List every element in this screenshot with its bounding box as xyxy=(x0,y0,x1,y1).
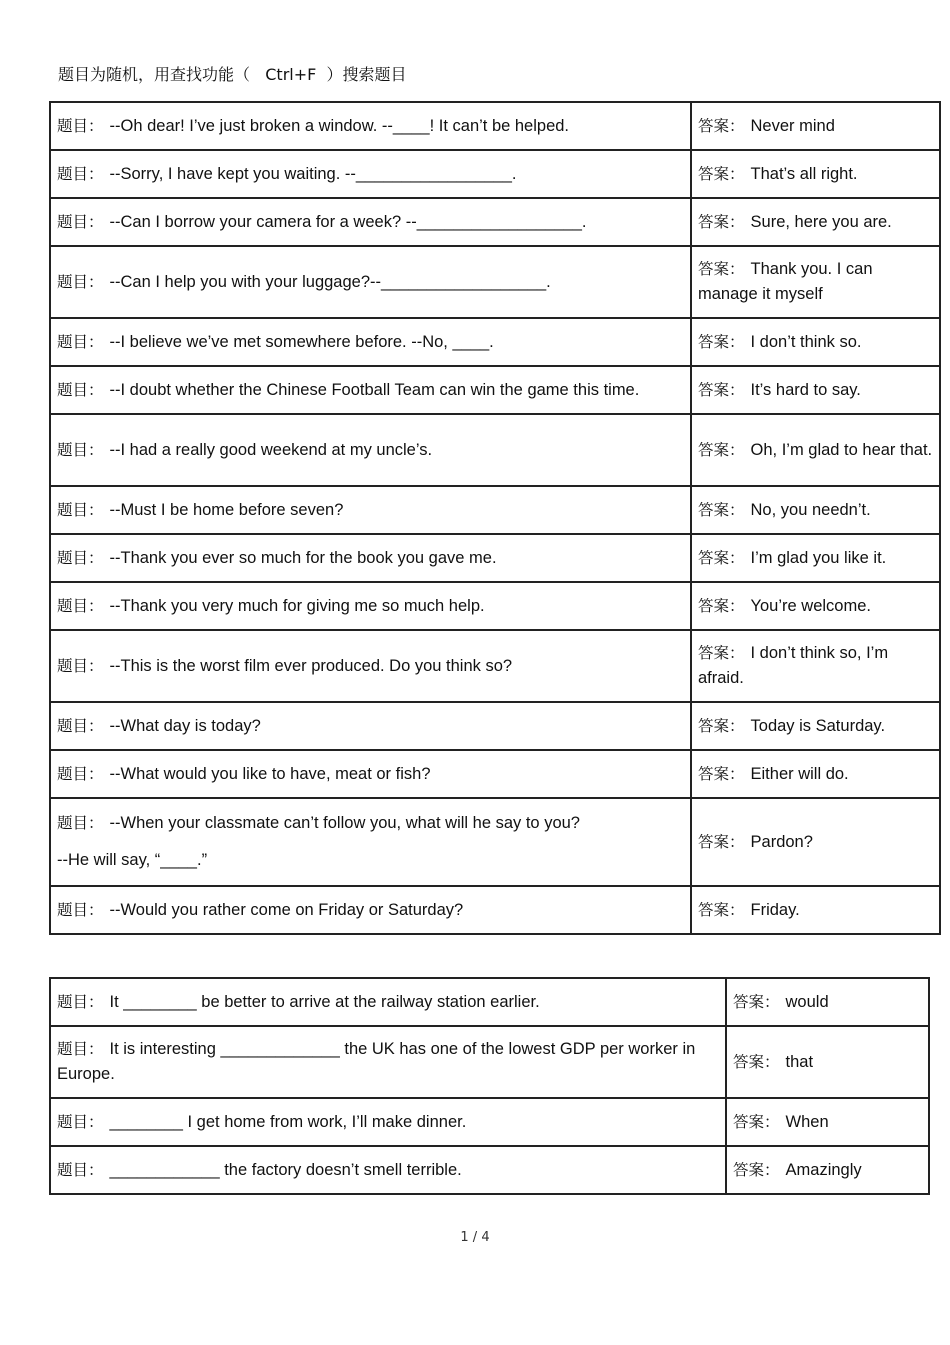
qa-table-grammar xyxy=(49,977,930,1195)
question-prefix: 题目： xyxy=(57,1040,104,1058)
question-text: --Would you rather come on Friday or Saturday? xyxy=(109,900,464,919)
qa-row xyxy=(50,630,940,702)
question-prefix: 题目： xyxy=(57,380,104,399)
question-prefix: 题目： xyxy=(57,900,104,919)
question-text: --Must I be home before seven? xyxy=(109,500,344,519)
question-text: --When your classmate can’t follow you, what will he say to you? xyxy=(109,814,580,832)
question-prefix: 题目： xyxy=(57,272,104,291)
question-prefix: 题目： xyxy=(57,440,104,459)
qa-row xyxy=(50,798,940,886)
answer-cell xyxy=(726,1098,929,1146)
answer-cell xyxy=(691,102,940,150)
answer-cell xyxy=(726,1026,929,1098)
qa-row xyxy=(50,1098,929,1146)
qa-row xyxy=(50,978,929,1026)
question-cell xyxy=(50,798,691,886)
question-text: --Thank you ever so much for the book you gave me. xyxy=(109,548,497,567)
question-cell xyxy=(50,630,691,702)
page-number: 1 / 4 xyxy=(460,1230,490,1245)
question-cell xyxy=(50,582,691,630)
question-prefix: 题目： xyxy=(57,1112,104,1131)
answer-cell xyxy=(691,318,940,366)
answer-cell xyxy=(691,750,940,798)
question-text: It ________ be better to arrive at the railway station earlier. xyxy=(109,992,540,1011)
answer-text: It’s hard to say. xyxy=(750,380,861,399)
answer-text: would xyxy=(785,992,829,1011)
question-text: ________ I get home from work, I’ll make dinner. xyxy=(109,1112,467,1131)
question-cell xyxy=(50,366,691,414)
question-text: --This is the worst film ever produced. Do you think so? xyxy=(109,656,513,675)
question-cell xyxy=(50,414,691,486)
answer-prefix: 答案： xyxy=(698,764,745,783)
question-cell xyxy=(50,1026,726,1098)
answer-prefix: 答案： xyxy=(698,500,745,519)
answer-cell xyxy=(691,630,940,702)
answer-text: Friday. xyxy=(750,900,800,919)
answer-prefix: 答案： xyxy=(698,548,745,567)
qa-row xyxy=(50,1146,929,1194)
answer-prefix: 答案： xyxy=(698,380,745,399)
answer-text: Amazingly xyxy=(785,1160,862,1179)
question-prefix: 题目： xyxy=(57,716,104,735)
answer-text: Oh, I’m glad to hear that. xyxy=(750,440,933,459)
answer-cell xyxy=(726,1146,929,1194)
question-cell xyxy=(50,318,691,366)
question-prefix: 题目： xyxy=(57,164,104,183)
question-prefix: 题目： xyxy=(57,992,104,1011)
qa-row xyxy=(50,246,940,318)
answer-cell xyxy=(691,414,940,486)
question-cell xyxy=(50,1098,726,1146)
qa-row xyxy=(50,198,940,246)
answer-prefix: 答案： xyxy=(733,992,780,1011)
answer-text: Sure, here you are. xyxy=(750,212,892,231)
question-prefix: 题目： xyxy=(57,656,104,675)
qa-row xyxy=(50,886,940,934)
answer-prefix: 答案： xyxy=(698,716,745,735)
question-cell xyxy=(50,750,691,798)
answer-cell xyxy=(691,582,940,630)
qa-row xyxy=(50,750,940,798)
answer-text: Either will do. xyxy=(750,764,849,783)
question-text: --Oh dear! I’ve just broken a window. --____! It can’t be helped. xyxy=(109,116,570,135)
question-text: --I doubt whether the Chinese Football Team can win the game this time. xyxy=(109,380,640,399)
answer-prefix: 答案： xyxy=(733,1112,780,1131)
answer-text: Today is Saturday. xyxy=(750,716,886,735)
question-cell xyxy=(50,886,691,934)
question-text: --Thank you very much for giving me so much help. xyxy=(109,596,485,615)
answer-prefix: 答案： xyxy=(698,332,745,351)
question-text: --I believe we’ve met somewhere before. --No, ____. xyxy=(109,332,494,351)
answer-prefix: 答案： xyxy=(698,900,745,919)
answer-cell xyxy=(726,978,929,1026)
answer-cell xyxy=(691,886,940,934)
answer-cell xyxy=(691,486,940,534)
qa-row xyxy=(50,1026,929,1098)
qa-row xyxy=(50,582,940,630)
question-prefix: 题目： xyxy=(57,548,104,567)
question-cell xyxy=(50,702,691,750)
answer-text: When xyxy=(785,1112,829,1131)
answer-cell xyxy=(691,534,940,582)
qa-table-dialogue xyxy=(49,101,941,935)
answer-prefix: 答案： xyxy=(698,644,745,662)
qa-row xyxy=(50,534,940,582)
page-header: 题目为随机，用查找功能（ Ctrl+F ）搜索题目 xyxy=(58,65,407,84)
answer-prefix: 答案： xyxy=(698,440,745,459)
question-text: It is interesting _____________ the UK has one of the lowest GDP per worker in Europe. xyxy=(57,1040,696,1083)
answer-text: No, you needn’t. xyxy=(750,500,871,519)
answer-prefix: 答案： xyxy=(698,832,745,851)
answer-prefix: 答案： xyxy=(733,1052,780,1071)
question-prefix: 题目： xyxy=(57,500,104,519)
answer-text: I’m glad you like it. xyxy=(750,548,887,567)
qa-row xyxy=(50,702,940,750)
qa-row xyxy=(50,102,940,150)
question-prefix: 题目： xyxy=(57,1160,104,1179)
answer-text: that xyxy=(785,1052,814,1071)
question-cell xyxy=(50,150,691,198)
qa-row xyxy=(50,366,940,414)
qa-row xyxy=(50,318,940,366)
question-cell xyxy=(50,978,726,1026)
answer-text: I don’t think so, I’m afraid. xyxy=(698,644,889,687)
question-prefix: 题目： xyxy=(57,332,104,351)
answer-text: Thank you. I can manage it myself xyxy=(698,260,873,303)
question-text: --Sorry, I have kept you waiting. --_________________. xyxy=(109,164,517,183)
answer-cell xyxy=(691,366,940,414)
answer-cell xyxy=(691,798,940,886)
answer-prefix: 答案： xyxy=(698,164,745,183)
question-text: --What would you like to have, meat or fish? xyxy=(109,764,431,783)
question-prefix: 题目： xyxy=(57,212,104,231)
answer-text: I don’t think so. xyxy=(750,332,862,351)
question-prefix: 题目： xyxy=(57,596,104,615)
answer-text: You’re welcome. xyxy=(750,596,871,615)
answer-cell xyxy=(691,702,940,750)
answer-prefix: 答案： xyxy=(698,596,745,615)
answer-cell xyxy=(691,198,940,246)
question-prefix: 题目： xyxy=(57,814,104,832)
qa-row xyxy=(50,150,940,198)
answer-prefix: 答案： xyxy=(698,260,745,278)
question-cell xyxy=(50,486,691,534)
question-cell xyxy=(50,246,691,318)
qa-row xyxy=(50,414,940,486)
answer-cell xyxy=(691,150,940,198)
answer-cell xyxy=(691,246,940,318)
answer-text: Pardon? xyxy=(750,832,813,851)
question-prefix: 题目： xyxy=(57,764,104,783)
answer-prefix: 答案： xyxy=(698,212,745,231)
question-text: ____________ the factory doesn’t smell terrible. xyxy=(109,1160,462,1179)
answer-text: Never mind xyxy=(750,116,835,135)
question-text-line2: --He will say, “____.” xyxy=(57,851,208,869)
qa-row xyxy=(50,486,940,534)
answer-prefix: 答案： xyxy=(733,1160,780,1179)
answer-prefix: 答案： xyxy=(698,116,745,135)
question-text: --I had a really good weekend at my uncle’s. xyxy=(109,440,433,459)
question-cell xyxy=(50,1146,726,1194)
question-text: --Can I help you with your luggage?--__________________. xyxy=(109,272,551,291)
answer-text: That’s all right. xyxy=(750,164,858,183)
question-text: --What day is today? xyxy=(109,716,261,735)
question-text: --Can I borrow your camera for a week? --__________________. xyxy=(109,212,587,231)
question-cell xyxy=(50,534,691,582)
question-prefix: 题目： xyxy=(57,116,104,135)
question-cell xyxy=(50,198,691,246)
question-cell xyxy=(50,102,691,150)
